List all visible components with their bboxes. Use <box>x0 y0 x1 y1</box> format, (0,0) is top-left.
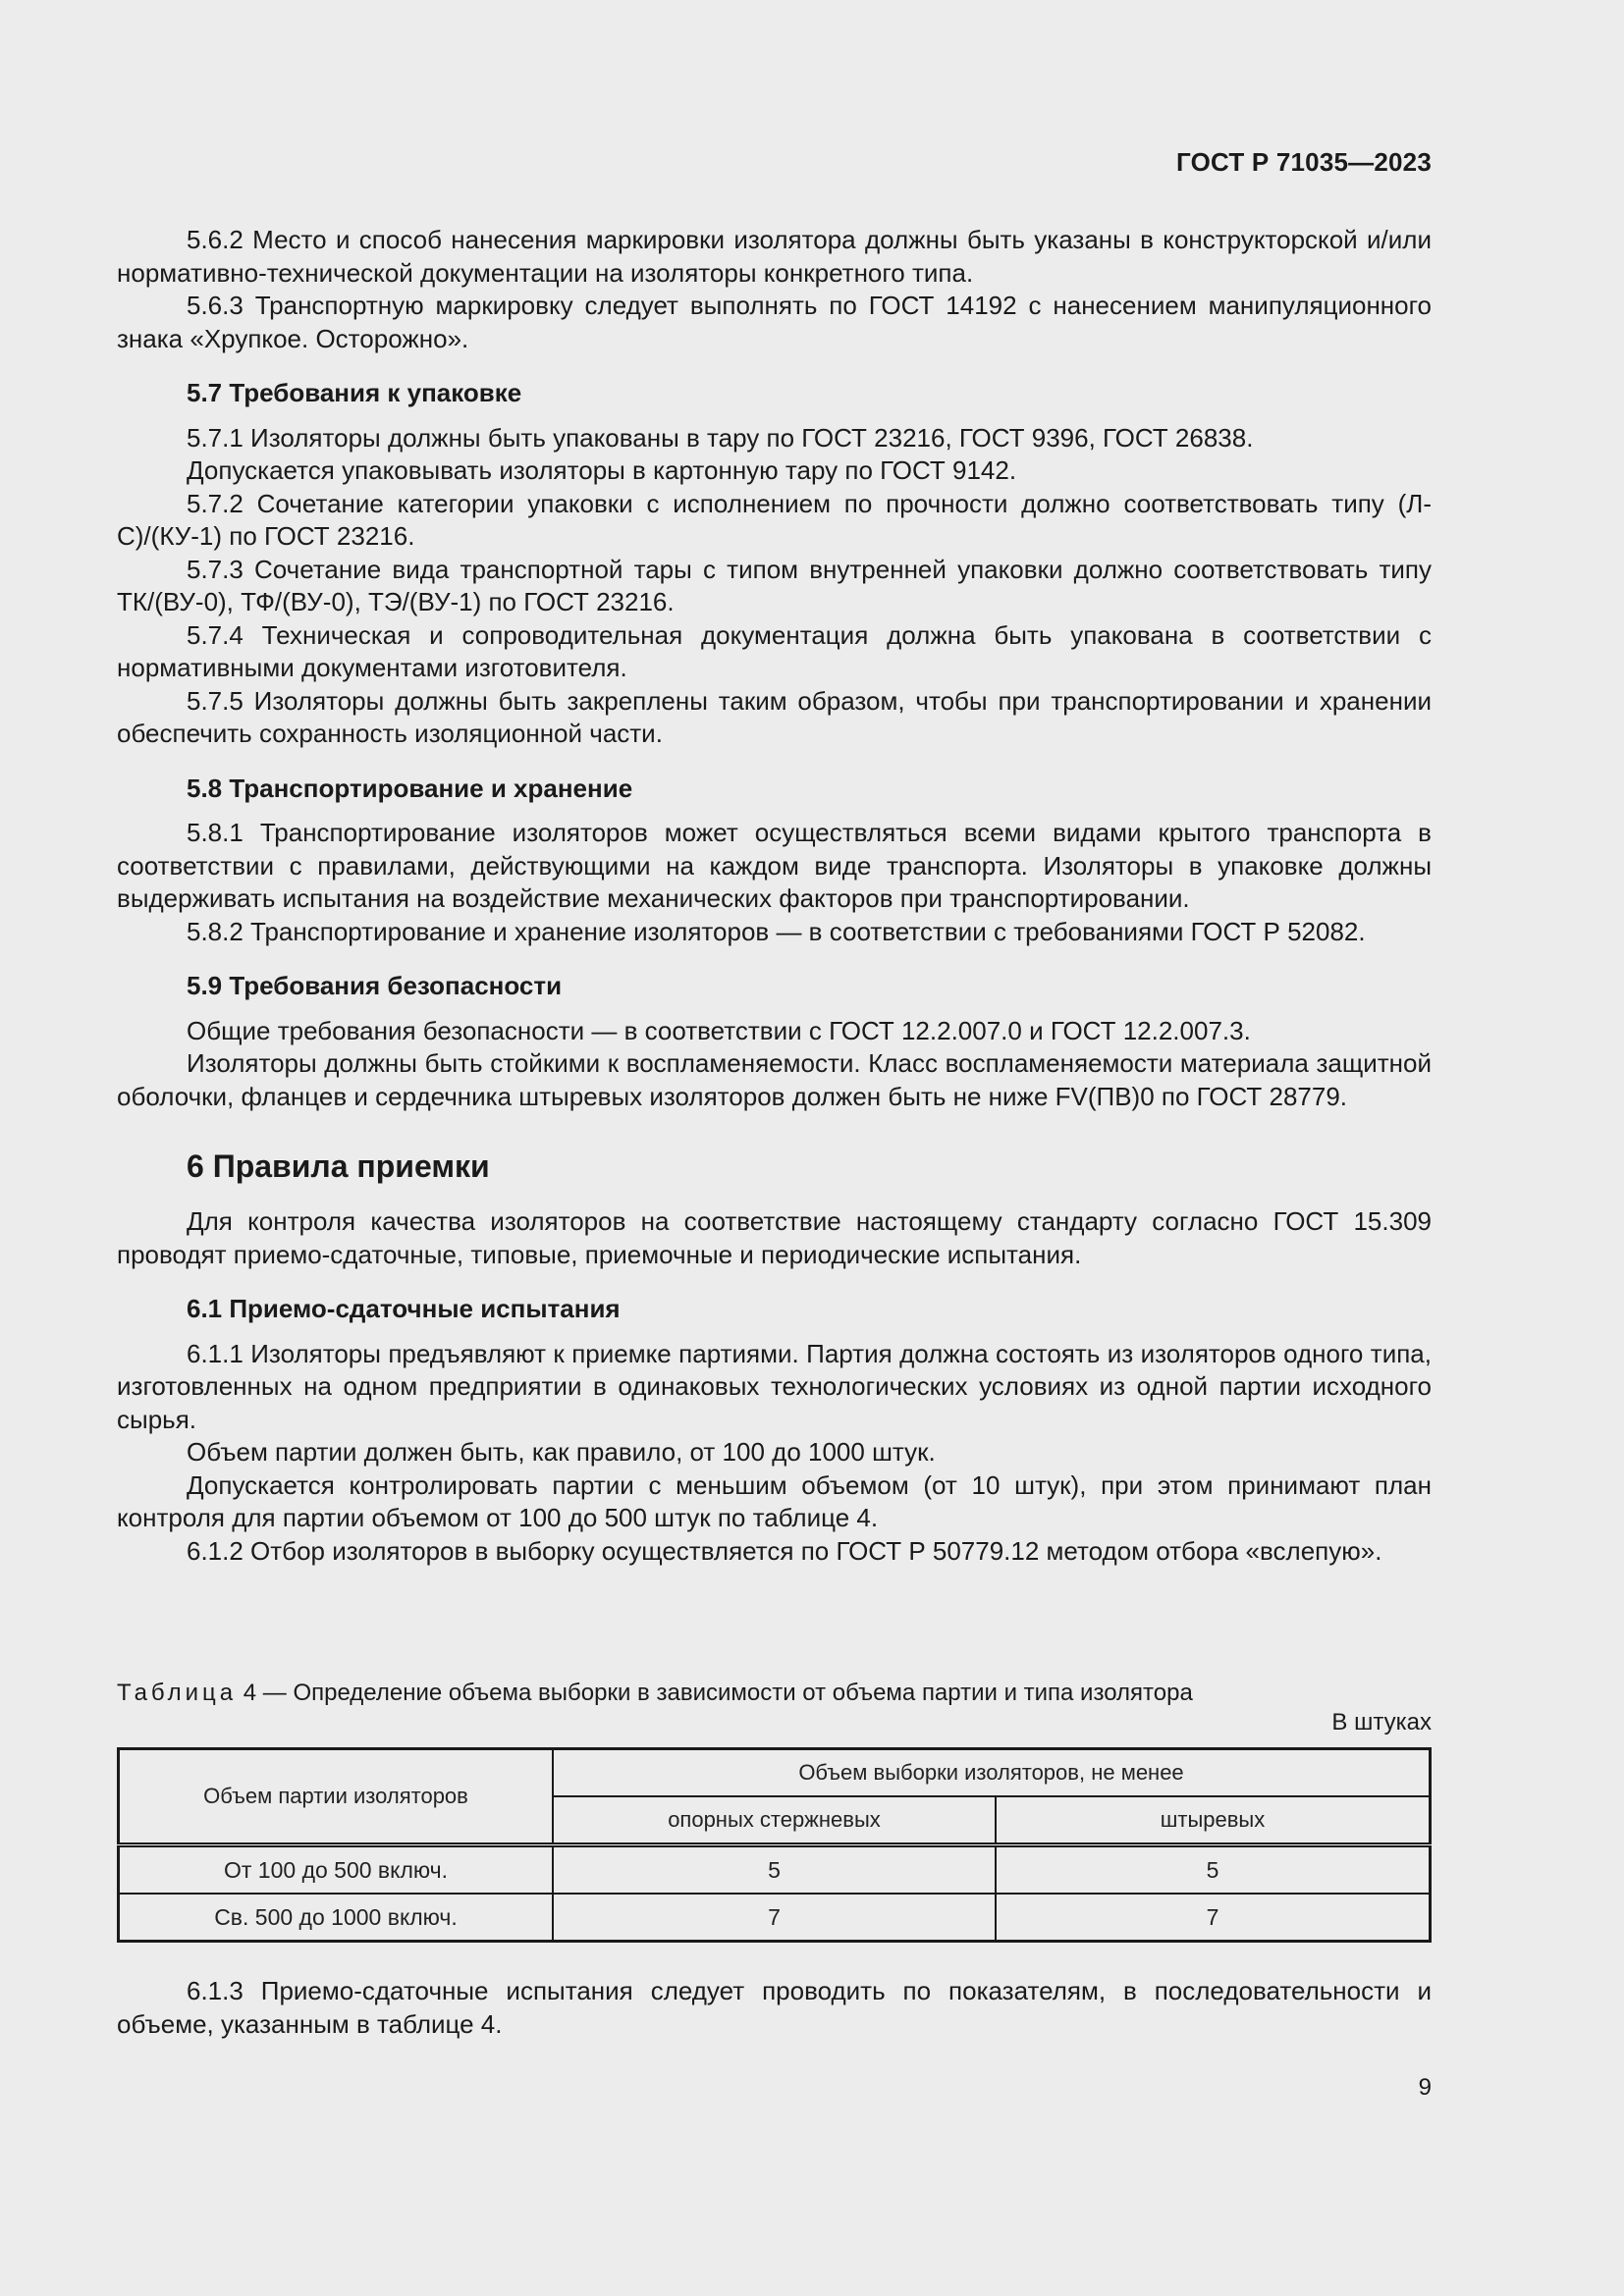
document-code: ГОСТ Р 71035—2023 <box>1176 147 1432 177</box>
cell-pin: 5 <box>996 1845 1431 1895</box>
paragraph: 5.7.4 Техническая и сопроводительная документация должна быть упакована в соответствии с нормативными документами изготовителя. <box>117 619 1432 682</box>
paragraph: 5.7.3 Сочетание вида транспортной тары с типом внутренней упаковки должно соответствовать типу ТК/(ВУ-0), ТФ/(ВУ-0), ТЭ/(ВУ-1) по ГОСТ 23216. <box>117 554 1432 616</box>
paragraph: 5.8.2 Транспортирование и хранение изоляторов — в соответствии с требованиями ГОСТ Р 52082. <box>187 916 1366 946</box>
header-batch-volume: Объем партии изоляторов <box>119 1749 554 1845</box>
table-caption-text: 4 — Определение объема выборки в зависимости от объема партии и типа изолятора <box>237 1680 1193 1706</box>
paragraph: 5.7.5 Изоляторы должны быть закреплены таким образом, чтобы при транспортировании и хранении обеспечить сохранность изоляционной части. <box>117 685 1432 748</box>
paragraph: Изоляторы должны быть стойкими к воспламеняемости. Класс воспламеняемости материала защитной оболочки, фланцев и сердечника штыревых изоляторов должен быть не ниже FV(ПВ)0 по ГОСТ 28779. <box>117 1048 1432 1111</box>
text-flow-top <box>117 224 1432 1568</box>
subsection-heading: 6.1 Приемо-сдаточные испытания <box>187 1294 621 1323</box>
table-units: В штуках <box>1331 1709 1432 1735</box>
paragraph: 5.7.2 Сочетание категории упаковки с исполнением по прочности должно соответствовать типу (Л-С)/(КУ-1) по ГОСТ 23216. <box>117 488 1432 551</box>
paragraph: Допускается упаковывать изоляторы в картонную тару по ГОСТ 9142. <box>187 455 1017 485</box>
header-rod-insulators: опорных стержневых <box>553 1796 996 1845</box>
table-4 <box>117 1747 1432 1943</box>
paragraph: 5.6.2 Место и способ нанесения маркировки изолятора должны быть указаны в конструкторской и/или нормативно-технической документации на изоляторы конкретного типа. <box>117 225 1432 288</box>
paragraph: Для контроля качества изоляторов на соответствие настоящему стандарту согласно ГОСТ 15.309 проводят приемо-сдаточные, типовые, приемочные и периодические испытания. <box>117 1206 1432 1269</box>
cell-batch: От 100 до 500 включ. <box>119 1845 554 1895</box>
paragraph: 5.6.3 Транспортную маркировку следует выполнять по ГОСТ 14192 с нанесением манипуляционного знака «Хрупкое. Осторожно». <box>117 291 1432 353</box>
table-row <box>119 1845 1431 1895</box>
section-heading: 6 Правила приемки <box>187 1148 490 1184</box>
page-number: 9 <box>1418 2074 1432 2101</box>
text-flow-bottom <box>117 1975 1432 2041</box>
header-sample-volume: Объем выборки изоляторов, не менее <box>553 1749 1431 1797</box>
paragraph: Объем партии должен быть, как правило, от 100 до 1000 штук. <box>187 1437 936 1467</box>
cell-batch: Св. 500 до 1000 включ. <box>119 1894 554 1942</box>
table-header-row <box>119 1749 1431 1797</box>
cell-rod: 7 <box>553 1894 996 1942</box>
header-pin-insulators: штыревых <box>996 1796 1431 1845</box>
paragraph: 6.1.1 Изоляторы предъявляют к приемке партиями. Партия должна состоять из изоляторов одного типа, изготовленных на одном предприятии в одинаковых технологических условиях из одной партии исходного сырья. <box>117 1338 1432 1434</box>
subsection-heading: 5.9 Требования безопасности <box>187 971 563 1000</box>
subsection-heading: 5.8 Транспортирование и хранение <box>187 773 633 803</box>
paragraph: 6.1.2 Отбор изоляторов в выборку осуществляется по ГОСТ Р 50779.12 методом отбора «вслепую». <box>187 1535 1382 1566</box>
paragraph: 5.8.1 Транспортирование изоляторов может осуществляться всеми видами крытого транспорта в соответствии с правилами, действующими на каждом виде транспорта. Изоляторы в упаковке должны выдерживать испытания на воздействие механических факторов при транспортировании. <box>117 818 1432 913</box>
subsection-heading: 5.7 Требования к упаковке <box>187 378 522 407</box>
table-4-block <box>117 1679 1432 1943</box>
table-caption <box>117 1679 1432 1708</box>
paragraph: 6.1.3 Приемо-сдаточные испытания следует проводить по показателям, в последовательности и объеме, указанным в таблице 4. <box>117 1976 1432 2039</box>
paragraph: Допускается контролировать партии с меньшим объемом (от 10 штук), при этом принимают план контроля для партии объемом от 100 до 500 штук по таблице 4. <box>117 1469 1432 1532</box>
paragraph: 5.7.1 Изоляторы должны быть упакованы в тару по ГОСТ 23216, ГОСТ 9396, ГОСТ 26838. <box>187 422 1254 453</box>
paragraph: Общие требования безопасности — в соответствии с ГОСТ 12.2.007.0 и ГОСТ 12.2.007.3. <box>187 1015 1251 1045</box>
table-caption-word: Таблица <box>117 1680 238 1706</box>
cell-pin: 7 <box>996 1894 1431 1942</box>
cell-rod: 5 <box>553 1845 996 1895</box>
table-row <box>119 1894 1431 1942</box>
